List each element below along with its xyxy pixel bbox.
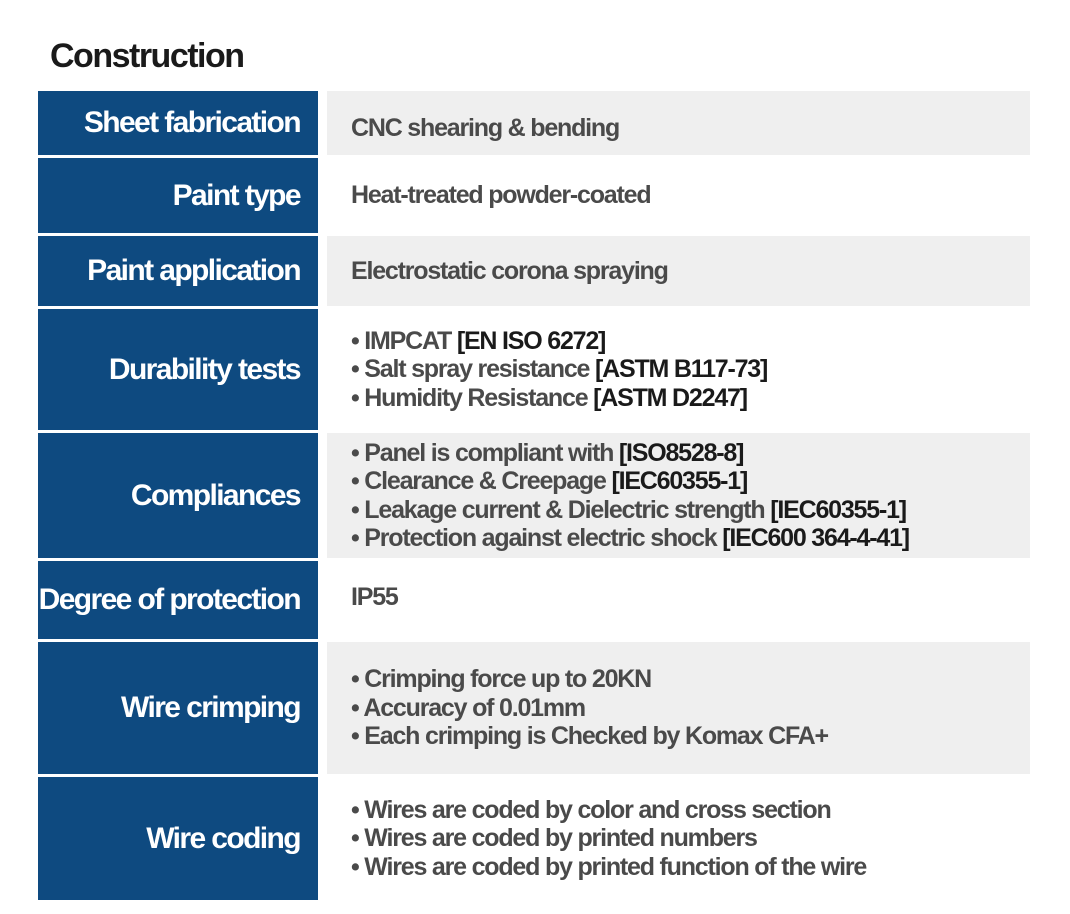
table-row [38, 91, 1030, 155]
value-line: • Salt spray resistance [ASTM B117-73] [351, 355, 768, 384]
row-label-durability-tests: Durability tests [38, 309, 318, 430]
value-line: • Wires are coded by printed numbers [351, 824, 757, 853]
value-line: • Clearance & Creepage [IEC60355-1] [351, 467, 748, 495]
value-line: • Panel is compliant with [ISO8528-8] [351, 438, 744, 467]
row-value [327, 433, 1030, 558]
value-line: Electrostatic corona spraying [351, 256, 668, 285]
value-line: Heat-treated powder-coated [351, 181, 651, 210]
value-line: • Wires are coded by printed function of the wire [351, 852, 867, 881]
row-value [327, 236, 1030, 306]
row-value [327, 642, 1030, 774]
row-label-compliances: Compliances [38, 433, 318, 558]
table-row [38, 561, 1030, 639]
value-line: • Crimping force up to 20KN [351, 665, 651, 694]
table-row [38, 309, 1030, 430]
value-line: • Wires are coded by color and cross section [351, 795, 831, 824]
value-line: CNC shearing & bending [351, 113, 620, 142]
row-label-paint-application: Paint application [38, 236, 318, 306]
value-line: • Protection against electric shock [IEC600 364-4-41] [351, 524, 909, 552]
table-row [38, 236, 1030, 306]
row-value [327, 777, 1030, 900]
row-value [327, 158, 1030, 233]
value-line: • IMPCAT [EN ISO 6272] [351, 326, 606, 355]
row-label-sheet-fabrication: Sheet fabrication [38, 91, 318, 155]
table-row [38, 158, 1030, 233]
row-label-degree-of-protection: Degree of protection [38, 561, 318, 639]
row-label-wire-crimping: Wire crimping [38, 642, 318, 774]
section-title: Construction [50, 37, 244, 75]
table-row [38, 777, 1030, 900]
row-value [327, 91, 1030, 155]
value-line: IP55 [351, 582, 398, 611]
row-label-paint-type: Paint type [38, 158, 318, 233]
value-line: • Accuracy of 0.01mm [351, 693, 585, 722]
row-label-wire-coding: Wire coding [38, 777, 318, 900]
value-line: • Each crimping is Checked by Komax CFA+ [351, 722, 828, 751]
table-row [38, 642, 1030, 774]
row-value [327, 309, 1030, 430]
row-value [327, 561, 1030, 639]
value-line: • Leakage current & Dielectric strength [IEC60355-1] [351, 495, 906, 524]
value-line: • Humidity Resistance [ASTM D2247] [351, 383, 747, 412]
table-row [38, 433, 1030, 558]
